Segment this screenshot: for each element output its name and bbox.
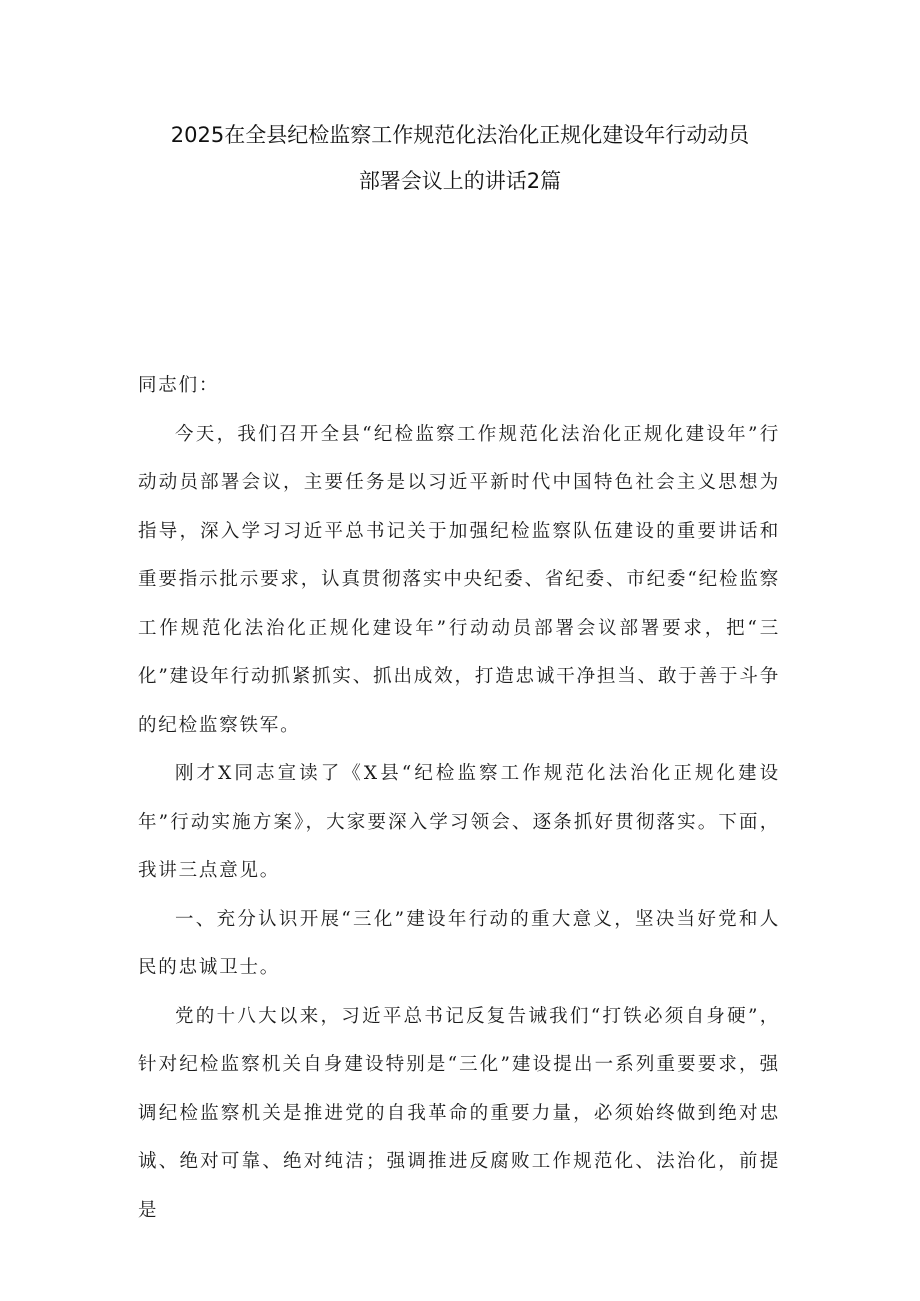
paragraph-opening: 今天，我们召开全县“纪检监察工作规范化法治化正规化建设年”行动动员部署会议，主要任务是以习近平新时代中国特色社会主义思想为指导，深入学习习近平总书记关于加强纪检监察队伍建设的重要讲话和重要指示批示要求，认真贯彻落实中央纪委、省纪委、市纪委“纪检监察工作规范化法治化正规化建设年”行动动员部署会议部署要求，把“三化”建设年行动抓紧抓实、抓出成效，打造忠诚干净担当、敢于善于斗争的纪检监察铁军。 (138, 423, 780, 736)
salutation: 同志们： (138, 375, 220, 396)
document-title (100, 112, 820, 204)
section-heading-1: 一、充分认识开展“三化”建设年行动的重大意义，坚决当好党和人民的忠诚卫士。 (138, 908, 780, 978)
paragraph-plan-reading: 刚才X同志宣读了《X县“纪检监察工作规范化法治化正规化建设年”行动实施方案》，大家要深入学习领会、逐条抓好贯彻落实。下面，我讲三点意见。 (138, 763, 780, 881)
document-body (138, 362, 780, 1235)
title-line-2: 部署会议上的讲话2篇 (358, 169, 562, 193)
title-line-1: 2025在全县纪检监察工作规范化法治化正规化建设年行动动员 (170, 123, 750, 147)
paragraph-section-1-body: 党的十八大以来，习近平总书记反复告诫我们“打铁必须自身硬”，针对纪检监察机关自身建设特别是“三化”建设提出一系列重要要求，强调纪检监察机关是推进党的自我革命的重要力量，必须始终做到绝对忠诚、绝对可靠、绝对纯洁；强调推进反腐败工作规范化、法治化，前提是 (138, 1005, 780, 1221)
